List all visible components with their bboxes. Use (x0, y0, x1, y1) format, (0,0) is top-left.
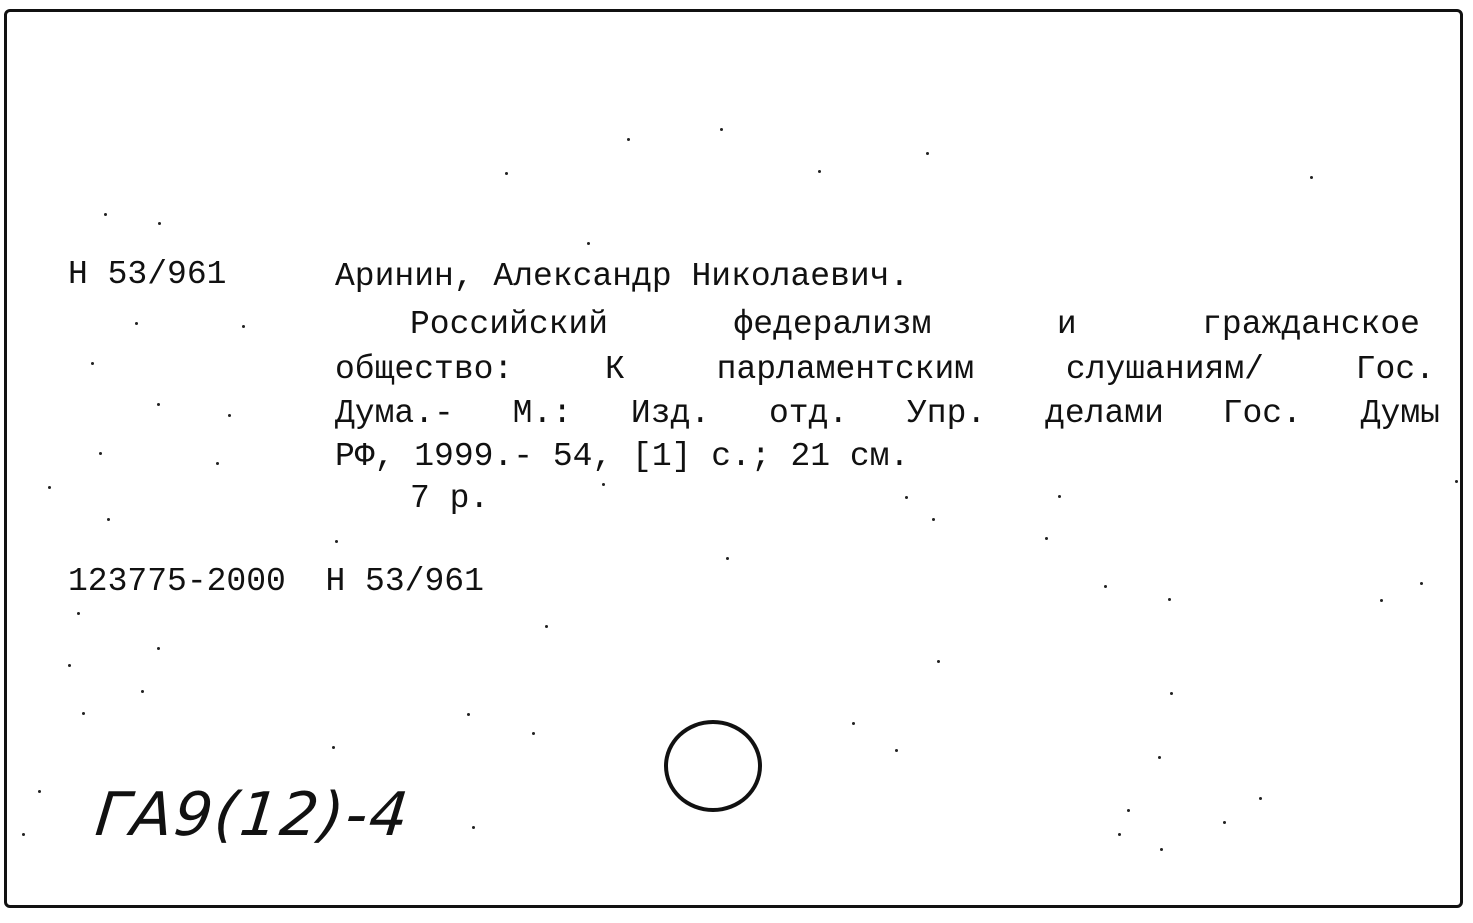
title-word: Изд. (630, 395, 711, 432)
speck (1158, 756, 1161, 759)
speck (627, 138, 630, 141)
speck (545, 625, 548, 628)
title-line-1 (410, 308, 1420, 341)
speck (1259, 797, 1262, 800)
title-word: общество: (335, 351, 514, 388)
speck (107, 518, 110, 521)
speck (48, 486, 51, 489)
speck (720, 128, 723, 131)
speck (22, 833, 25, 836)
title-word: Думы (1360, 395, 1440, 432)
speck (1420, 582, 1423, 585)
speck (82, 712, 85, 715)
title-word: Гос. (1222, 395, 1302, 432)
title-line-2 (335, 353, 1435, 386)
title-word: отд. (768, 395, 849, 432)
speck (905, 496, 908, 499)
accession-number: 123775-2000 Н 53/961 (68, 563, 484, 600)
speck (157, 647, 160, 650)
speck (332, 746, 335, 749)
speck (1045, 537, 1048, 540)
speck (1127, 809, 1130, 812)
title-word: слушаниям/ (1065, 351, 1264, 388)
speck (1104, 585, 1107, 588)
title-word: М.: (512, 395, 573, 432)
speck (68, 664, 71, 667)
speck (1223, 821, 1226, 824)
speck (1118, 833, 1121, 836)
speck (1310, 176, 1313, 179)
speck (99, 452, 102, 455)
speck (932, 518, 935, 521)
title-word: Гос. (1355, 351, 1435, 388)
speck (472, 826, 475, 829)
title-word: гражданское (1202, 306, 1420, 343)
speck (228, 414, 231, 417)
speck (926, 152, 929, 155)
speck (158, 222, 161, 225)
title-word: Российский (410, 306, 609, 343)
speck (818, 170, 821, 173)
speck (157, 403, 160, 406)
speck (1168, 598, 1171, 601)
title-line-3 (335, 397, 1440, 430)
speck (141, 690, 144, 693)
speck (1170, 692, 1173, 695)
speck (242, 325, 245, 328)
speck (852, 722, 855, 725)
author-heading: Аринин, Александр Николаевич. (335, 258, 910, 295)
speck (91, 362, 94, 365)
speck (135, 322, 138, 325)
speck (726, 557, 729, 560)
speck (587, 242, 590, 245)
title-word: парламентским (716, 351, 975, 388)
title-word: Упр. (907, 395, 987, 432)
handwritten-code: ГА9(12)-4 (92, 780, 414, 850)
speck (505, 172, 508, 175)
speck (335, 540, 338, 543)
speck (937, 660, 940, 663)
title-word: делами (1045, 395, 1164, 432)
price: 7 р. (410, 480, 490, 517)
imprint-line: РФ, 1999.- 54, [1] с.; 21 см. (335, 438, 910, 475)
speck (104, 213, 107, 216)
shelf-mark: Н 53/961 (68, 256, 227, 293)
speck (1380, 599, 1383, 602)
speck (77, 612, 80, 615)
speck (602, 483, 605, 486)
title-word: К (605, 351, 625, 388)
title-word: и (1056, 306, 1077, 343)
speck (895, 749, 898, 752)
title-word: федерализм (733, 306, 932, 343)
speck (532, 732, 535, 735)
speck (1058, 495, 1061, 498)
card-punch-hole (664, 720, 762, 812)
speck (1160, 848, 1163, 851)
speck (1455, 480, 1458, 483)
title-word: Дума.- (335, 395, 454, 432)
speck (216, 462, 219, 465)
speck (467, 713, 470, 716)
speck (38, 790, 41, 793)
